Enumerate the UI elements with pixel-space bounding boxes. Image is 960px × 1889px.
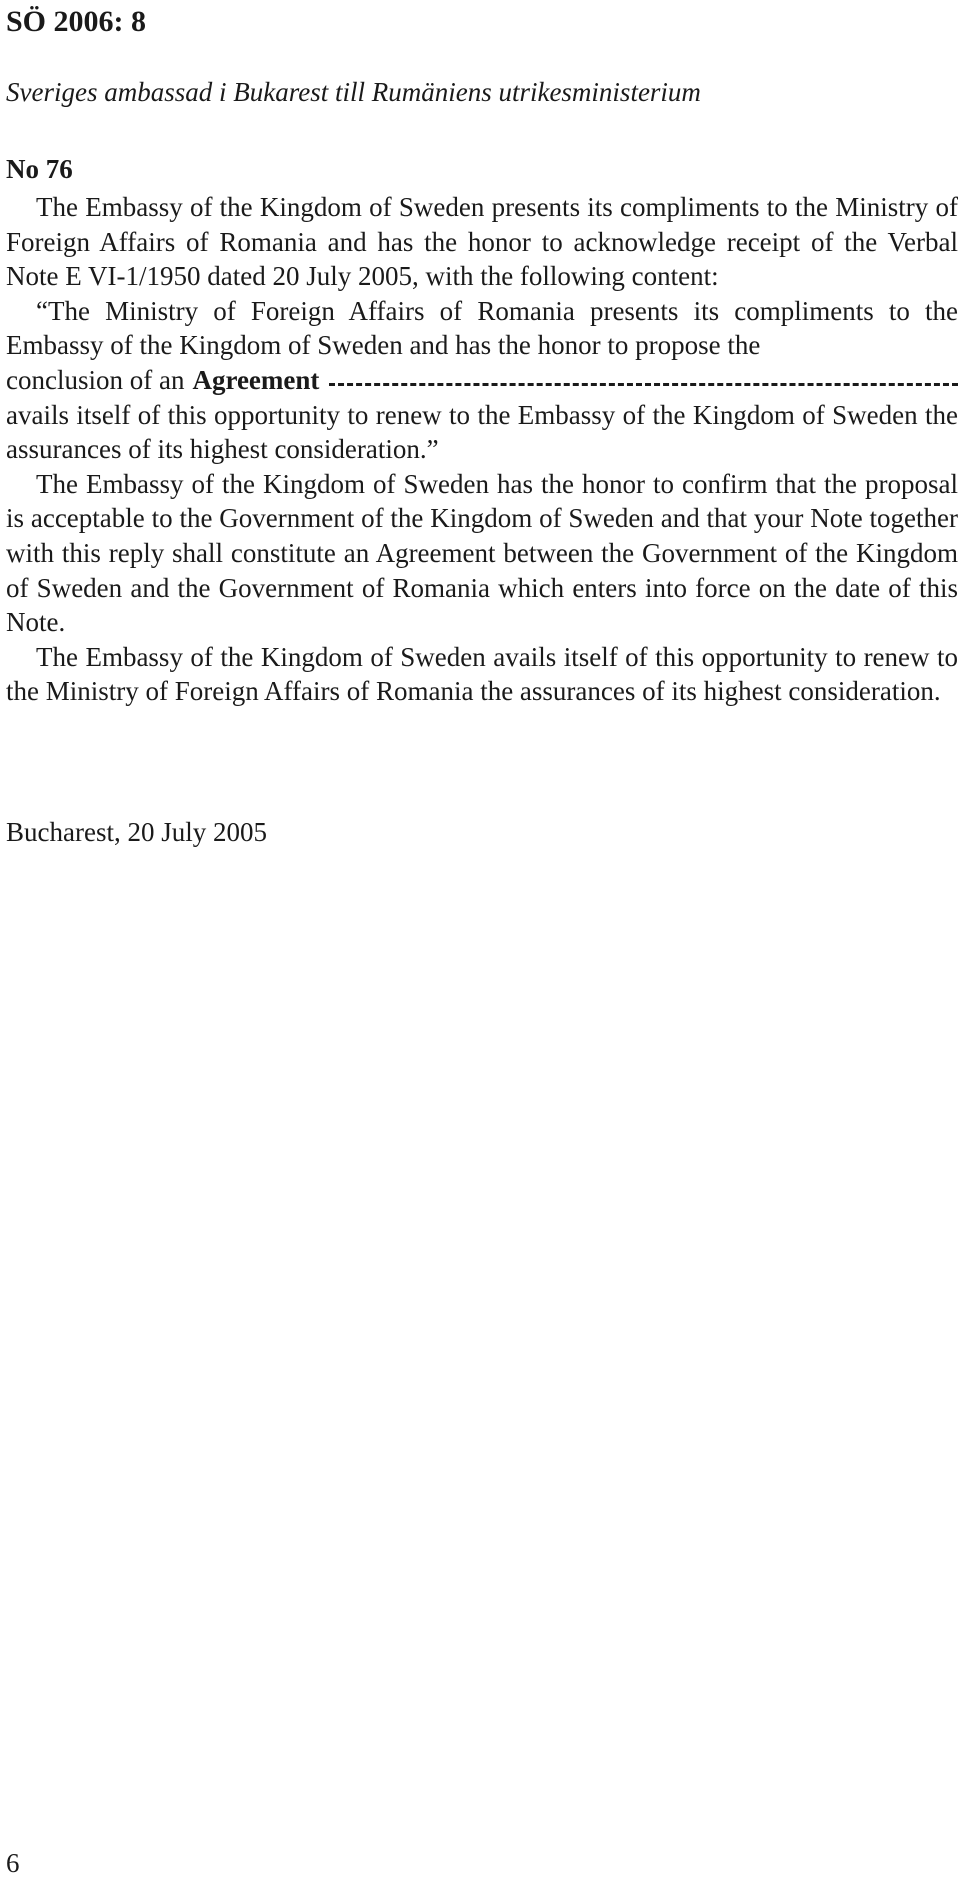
confirmation-paragraph: The Embassy of the Kingdom of Sweden has the honor to confirm that the proposal is acceptable to the Government of the Kingdom of Sweden and that your Note together with this reply shall constitute an Agreement between the Government of the Kingdom of Sweden and the Government of Romania which enters into force on the date of this Note.: [6, 468, 958, 638]
quoted-verbal-note: [6, 294, 958, 467]
omission-dash-leader: [329, 383, 958, 386]
document-subtitle: Sveriges ambassad i Bukarest till Rumäniens utrikesministerium: [6, 77, 701, 107]
note-body: [6, 190, 958, 709]
conclusion-prefix: conclusion of an: [6, 364, 185, 395]
quote-continuation-text: avails itself of this opportunity to renew to the Embassy of the Kingdom of Sweden the assurances of its highest consideration.”: [6, 399, 958, 465]
note-number: No 76: [6, 154, 73, 184]
page-number: 6: [6, 1848, 20, 1878]
agreement-line: [6, 363, 958, 398]
opening-paragraph: The Embassy of the Kingdom of Sweden presents its compliments to the Ministry of Foreign Affairs of Romania and has the honor to acknowledge receipt of the Verbal Note E VI-1/1950 dated 20 July 2005, with the following content:: [6, 192, 958, 292]
document-id-heading: SÖ 2006: 8: [6, 5, 147, 38]
agreement-word: Agreement: [192, 364, 320, 395]
closing-paragraph: The Embassy of the Kingdom of Sweden avails itself of this opportunity to renew to the Ministry of Foreign Affairs of Romania the assurances of its highest consideration.: [6, 641, 958, 707]
place-and-date: Bucharest, 20 July 2005: [6, 817, 267, 847]
quote-opening-text: “The Ministry of Foreign Affairs of Romania presents its compliments to the Embassy of the Kingdom of Sweden and has the honor to propose the: [6, 295, 958, 361]
